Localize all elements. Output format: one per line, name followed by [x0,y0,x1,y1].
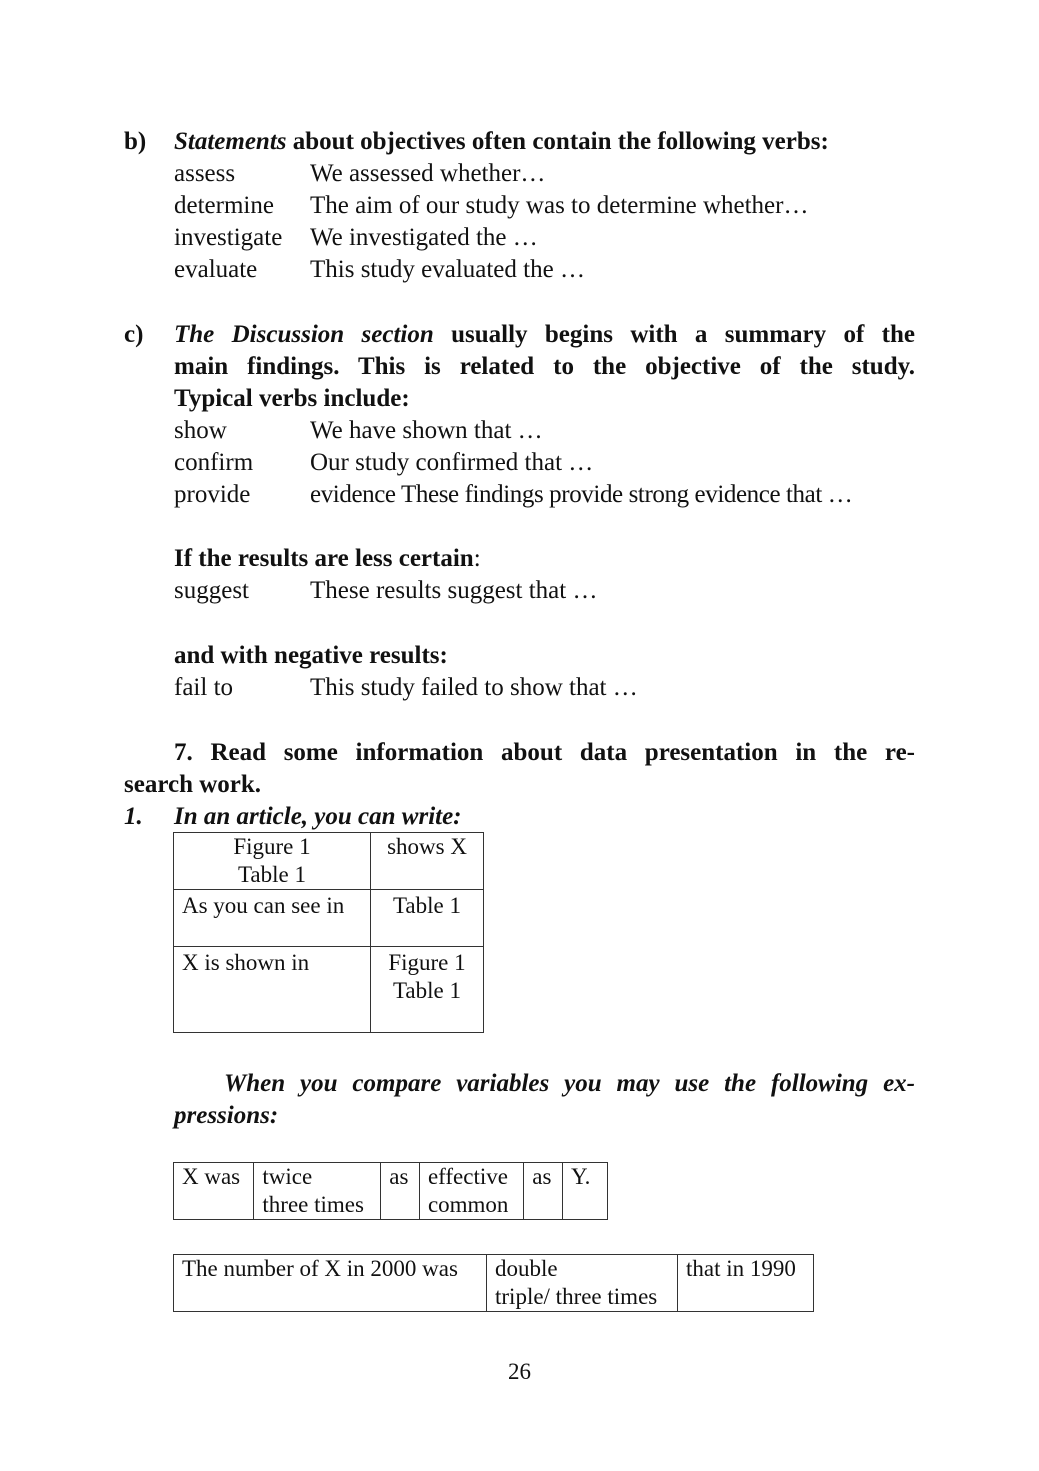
verb-example: We assessed whether… [310,160,546,187]
section-b-heading-italic: Statements [174,128,287,155]
verb-term: investigate [174,224,283,251]
less-certain-heading-text: If the results are less certain [174,545,474,572]
section-b-heading-rest: about objectives often contain the following verbs: [286,128,829,155]
table-cell: X is shown in [174,947,371,1033]
verb-term: assess [174,160,236,187]
table-cell: double triple/ three times [487,1255,678,1312]
section-c-line1-italic: The Discussion section [174,321,434,348]
section-c-line1 [174,319,915,351]
verb-row [0,254,1039,286]
table-cell: twice three times [254,1163,381,1220]
table-compare [173,1162,608,1220]
verb-term: confirm [174,449,254,476]
compare-line2: pressions: [174,1102,279,1129]
item1-number: 1. [124,803,143,830]
verb-row [0,222,1039,254]
verb-row [0,672,1039,704]
table-row [174,890,484,947]
section-b-label: b) [124,128,147,155]
less-certain-heading [174,543,481,575]
table-cell: effective common [419,1163,523,1220]
verb-row [0,479,1039,511]
verb-example: Our study confirmed that … [310,449,594,476]
verb-example: These results suggest that … [310,577,598,604]
section-c-label: c) [124,321,144,348]
table-article-phrases [173,832,484,1033]
verb-term: show [174,417,227,444]
verb-row [0,447,1039,479]
table-row [174,1255,814,1312]
verb-term: evaluate [174,256,258,283]
verb-term: determine [174,192,274,219]
verb-row [0,575,1039,607]
section-c-line2: main findings. This is related to the objective of the study. [174,353,915,380]
table-cell: X was [174,1163,254,1220]
task7-line2: search work. [124,771,262,798]
task7-line1: 7. Read some information about data presentation in the re- [174,739,915,766]
table-cell: As you can see in [174,890,371,947]
verb-term: provide [174,481,251,508]
table-row [174,833,484,890]
section-c-line3: Typical verbs include: [174,385,410,412]
table-cell: The number of X in 2000 was [174,1255,487,1312]
table-cell: shows X [371,833,484,890]
section-c-line1-rest: usually begins with a summary of the [433,321,916,348]
table-cell: as [381,1163,420,1220]
negative-heading: and with negative results: [174,642,448,669]
item1-text: In an article, you can write: [174,803,462,830]
verb-example: evidence These findings provide strong evidence that … [310,481,853,508]
page-number: 26 [508,1359,531,1384]
table-row [174,1163,608,1220]
verb-term: suggest [174,577,249,604]
verb-example: The aim of our study was to determine whether… [310,192,809,219]
verb-example: We have shown that … [310,417,543,444]
table-cell: that in 1990 [678,1255,814,1312]
table-row [174,947,484,1033]
verb-example: We investigated the … [310,224,538,251]
verb-row [0,415,1039,447]
verb-term: fail to [174,674,234,701]
less-certain-colon: : [473,545,481,572]
table-cell: as [524,1163,563,1220]
table-cell: Figure 1 Table 1 [371,947,484,1033]
table-number [173,1254,814,1312]
verb-row [0,190,1039,222]
table-cell: Y. [563,1163,608,1220]
section-b-heading [174,126,829,158]
compare-line1: When you compare variables you may use the following ex- [224,1070,915,1097]
verb-example: This study evaluated the … [310,256,585,283]
verb-row [0,158,1039,190]
table-cell: Figure 1 Table 1 [174,833,371,890]
table-cell: Table 1 [371,890,484,947]
verb-example: This study failed to show that … [310,674,638,701]
